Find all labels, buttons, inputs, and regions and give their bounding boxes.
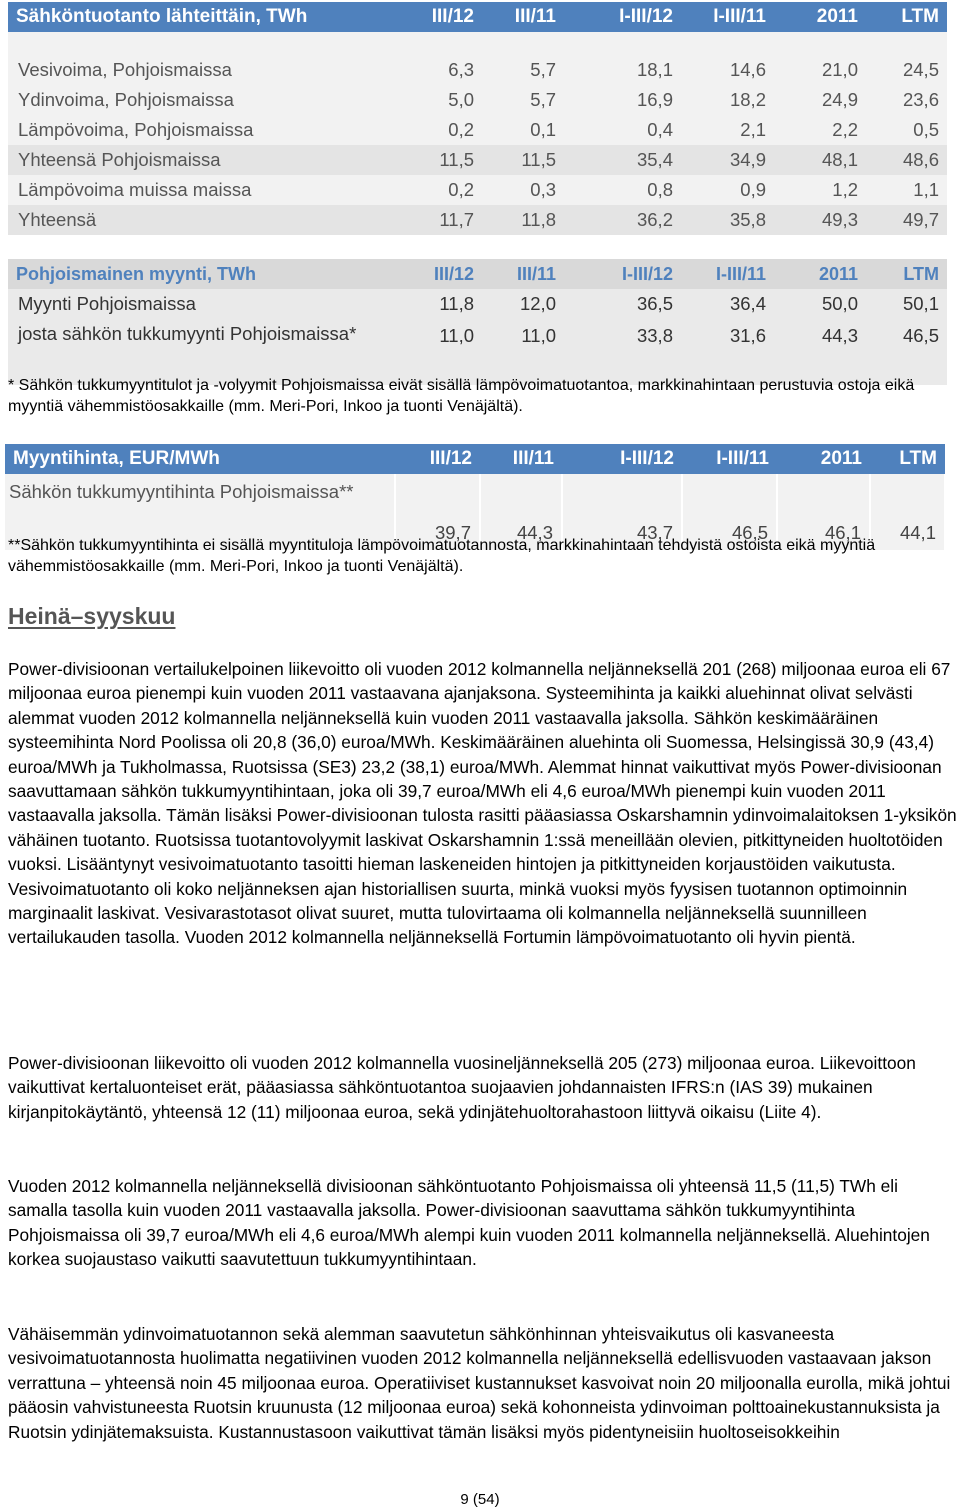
- nordic-sales-table: [8, 259, 947, 385]
- table-cell: 39,7: [395, 474, 480, 550]
- table-cell: 6,3: [404, 55, 482, 85]
- header-cell: 2011: [774, 2, 866, 32]
- header-cell: Sähköntuotanto lähteittäin, TWh: [8, 2, 404, 32]
- nordic-sales-table-header: [8, 259, 947, 289]
- table-cell: 49,3: [774, 205, 866, 235]
- sales-price-table-header: [5, 444, 945, 474]
- table-cell: 1,1: [866, 175, 947, 205]
- table-cell: 21,0: [774, 55, 866, 85]
- table-cell: 0,3: [482, 175, 564, 205]
- table-cell: 33,8: [564, 319, 681, 385]
- table-cell: 5,7: [482, 85, 564, 115]
- table-cell: 46,1: [777, 474, 870, 550]
- table-cell: 50,1: [866, 289, 947, 319]
- row-label: Myynti Pohjoismaissa: [8, 289, 404, 319]
- table-cell: 1,2: [774, 175, 866, 205]
- table-cell: 44,1: [870, 474, 945, 550]
- table-row: [8, 289, 947, 319]
- table-cell: 35,4: [564, 145, 681, 175]
- table-row: [8, 145, 947, 175]
- table-cell: 49,7: [866, 205, 947, 235]
- table-row: [8, 205, 947, 235]
- paragraph: Vähäisemmän ydinvoimatuotannon sekä alemman saavutetun sähkönhinnan yhteisvaikutus oli kasvaneesta vesivoimatuotannosta huolimatta negatiivinen vuoden 2012 kolmannella neljänneksellä edellisvuoden vastaavaan jakson verrattuna – yhteensä noin 45 miljoonaa euroa. Operatiiviset kustannukset kasvoivat noin 20 miljoonalla eurolla, mikä johtui pääosin vahvistuneesta Ruotsin kruunusta (12 miljoonaa euroa) sekä kohonneista ydinvoiman polttoainekustannuksista ja Ruotsin ydinjätemaksuista. Kustannustasoon vaikuttivat tämän lisäksi myös pidentyneisiin huoltoseisokkeihin: [8, 1324, 951, 1442]
- row-label: Lämpövoima, Pohjoismaissa: [8, 115, 404, 145]
- table-cell: 18,2: [681, 85, 774, 115]
- row-label: Lämpövoima muissa maissa: [8, 175, 404, 205]
- header-cell: I-III/12: [564, 2, 681, 32]
- table-cell: 2,2: [774, 115, 866, 145]
- table-cell: 34,9: [681, 145, 774, 175]
- section-heading: Heinä–syyskuu: [8, 603, 176, 629]
- table-cell: 36,2: [564, 205, 681, 235]
- row-label: Vesivoima, Pohjoismaissa: [8, 55, 404, 85]
- table-cell: 0,2: [404, 115, 482, 145]
- table-cell: 0,5: [866, 115, 947, 145]
- table-cell: 46,5: [866, 319, 947, 385]
- header-cell: LTM: [866, 259, 947, 289]
- table-cell: 46,5: [682, 474, 777, 550]
- table-cell: 48,6: [866, 145, 947, 175]
- header-cell: I-III/11: [682, 444, 777, 474]
- table-cell: 31,6: [681, 319, 774, 385]
- header-cell: LTM: [870, 444, 945, 474]
- page-number: 9 (54): [460, 1491, 500, 1508]
- header-cell: Myyntihinta, EUR/MWh: [5, 444, 395, 474]
- header-cell: I-III/11: [681, 259, 774, 289]
- table-cell: 0,9: [681, 175, 774, 205]
- table-cell: 50,0: [774, 289, 866, 319]
- paragraph: Power-divisioonan vertailukelpoinen liikevoitto oli vuoden 2012 kolmannella neljänneksellä 201 (268) miljoonaa euroa eli 67 miljoonaa euroa pienempi kuin vuoden 2011 vastaavana ajanjaksona. Systeemihinta ja kaikki aluehinnat olivat selvästi alemmat vuoden 2012 kolmannella neljänneksellä kuin vuoden 2011 vastaavalla jaksolla. Sähkön keskimääräinen systeemihinta Nord Poolissa oli 20,8 (36,0) euroa/MWh. Keskimääräinen aluehinta oli Suomessa, Helsingissä 30,9 (43,4) euroa/MWh ja Tukholmassa, Ruotsissa (SE3) 23,2 (38,1) euroa/MWh. Alemmat hinnat vaikuttivat myös Power-divisioonan saavuttamaan sähkön tukkumyyntihintaan, joka oli 39,7 euroa/MWh eli 4,6 euroa/MWh pienempi kuin vuoden 2011 vastaavalla jaksolla. Tämän lisäksi Power-divisioonan tulosta rasitti pääasiassa Oskarshamnin ydinvoimalaitoksen 1-yksikön vähäinen tuotanto. Ruotsissa tuotantovolyymit laskivat Oskarshamnin 1:ssä meneillään olevien, pitkittyneiden huoltotöiden vuoksi. Lisääntynyt vesivoimatuotanto tasoitti hieman laskeneiden hintojen ja pitkittyneiden korjaustöiden vaikutusta. Vesivoimatuotanto oli koko neljänneksen ajan historiallisen suurta, minkä vuoksi myös fyysisen tuotannon optimoinnin marginaalit laskivat. Vesivarastotasot olivat suuret, mutta tulovirtaama oli kolmannella neljänneksellä suunnilleen vertailukauden tasolla. Vuoden 2012 kolmannella neljänneksellä Fortumin lämpövoimatuotanto oli hyvin pientä.: [8, 659, 957, 948]
- table-cell: 5,7: [482, 55, 564, 85]
- header-cell: III/11: [482, 259, 564, 289]
- table-cell: 36,5: [564, 289, 681, 319]
- table-cell: 0,2: [404, 175, 482, 205]
- header-cell: I-III/11: [681, 2, 774, 32]
- production-table: [8, 2, 947, 235]
- paragraph: Vuoden 2012 kolmannella neljänneksellä divisioonan sähköntuotanto Pohjoismaissa oli yhteensä 11,5 (11,5) TWh eli samalla tasolla kuin vuoden 2011 vastaavalla jaksolla. Power-divisioonan saavuttama sähkön tukkumyyntihinta Pohjoismaissa oli 39,7 euroa/MWh eli 4,6 euroa/MWh alempi kuin vuoden 2011 kolmannella neljänneksellä. Aluehintojen korkea suojaustaso vaikutti saavutettuun tukkumyyntihintaan.: [8, 1176, 930, 1270]
- header-cell: LTM: [866, 2, 947, 32]
- row-label: Yhteensä Pohjoismaissa: [8, 145, 404, 175]
- footnote-wholesale-price: **Sähkön tukkumyyntihinta ei sisällä myyntituloja lämpövoimatuotannosta, markkinahintaan tehdyistä ostoista eikä myyntiä vähemmistöosakkaille (mm. Meri-Pori, Inkoo ja tuonti Venäjältä).: [8, 537, 876, 575]
- table-cell: 11,8: [404, 289, 482, 319]
- table-cell: 11,8: [482, 205, 564, 235]
- table-cell: 11,5: [404, 145, 482, 175]
- header-cell: III/11: [482, 2, 564, 32]
- header-cell: III/11: [480, 444, 562, 474]
- table-cell: 48,1: [774, 145, 866, 175]
- table-cell: 11,0: [482, 319, 564, 385]
- table-cell: 5,0: [404, 85, 482, 115]
- table-cell: 18,1: [564, 55, 681, 85]
- production-table-header: [8, 2, 947, 32]
- header-cell: 2011: [777, 444, 870, 474]
- row-label: Sähkön tukkumyyntihinta Pohjoismaissa**: [5, 474, 395, 550]
- table-cell: 14,6: [681, 55, 774, 85]
- table-cell: 23,6: [866, 85, 947, 115]
- table-cell: 0,4: [564, 115, 681, 145]
- table-cell: 12,0: [482, 289, 564, 319]
- table-cell: 2,1: [681, 115, 774, 145]
- table-cell: 0,8: [564, 175, 681, 205]
- table-cell: 44,3: [480, 474, 562, 550]
- header-cell: III/12: [404, 2, 482, 32]
- table-cell: 11,5: [482, 145, 564, 175]
- header-cell: I-III/12: [562, 444, 682, 474]
- table-cell: 36,4: [681, 289, 774, 319]
- paragraph: Power-divisioonan liikevoitto oli vuoden 2012 kolmannella vuosineljänneksellä 205 (273) miljoonaa euroa. Liikevoittoon vaikuttivat kertaluonteiset erät, pääasiassa sähköntuotantoa suojaavien johdannaisten IFRS:n (IAS 39) mukainen kirjanpitokäytäntö, yhteensä 12 (11) miljoonaa euroa, sekä ydinjätehuoltorahastoon liittyvä oikaisu (Liite 4).: [8, 1053, 916, 1122]
- table-cell: 43,7: [562, 474, 682, 550]
- table-cell: 24,9: [774, 85, 866, 115]
- table-cell: 24,5: [866, 55, 947, 85]
- row-label: Yhteensä: [8, 205, 404, 235]
- table-row: [8, 55, 947, 85]
- table-row: [8, 175, 947, 205]
- table-cell: 16,9: [564, 85, 681, 115]
- header-cell: Pohjoismainen myynti, TWh: [8, 259, 404, 289]
- header-cell: III/12: [404, 259, 482, 289]
- table-cell: 11,7: [404, 205, 482, 235]
- table-cell: 0,1: [482, 115, 564, 145]
- row-label: josta sähkön tukkumyynti Pohjoismaissa*: [8, 319, 404, 385]
- table-row: [8, 85, 947, 115]
- table-cell: 11,0: [404, 319, 482, 385]
- header-cell: 2011: [774, 259, 866, 289]
- table-spacer: [8, 32, 947, 55]
- header-cell: III/12: [395, 444, 480, 474]
- footnote-wholesale-sales: * Sähkön tukkumyyntitulot ja -volyymit Pohjoismaissa eivät sisällä lämpövoimatuotantoa, markkinahintaan perustuvia ostoja eikä myyntiä vähemmistöosakkaille (mm. Meri-Pori, Inkoo ja tuonti Venäjältä).: [8, 377, 915, 415]
- table-cell: 44,3: [774, 319, 866, 385]
- header-cell: I-III/12: [564, 259, 681, 289]
- table-row: [8, 115, 947, 145]
- row-label: Ydinvoima, Pohjoismaissa: [8, 85, 404, 115]
- table-cell: 35,8: [681, 205, 774, 235]
